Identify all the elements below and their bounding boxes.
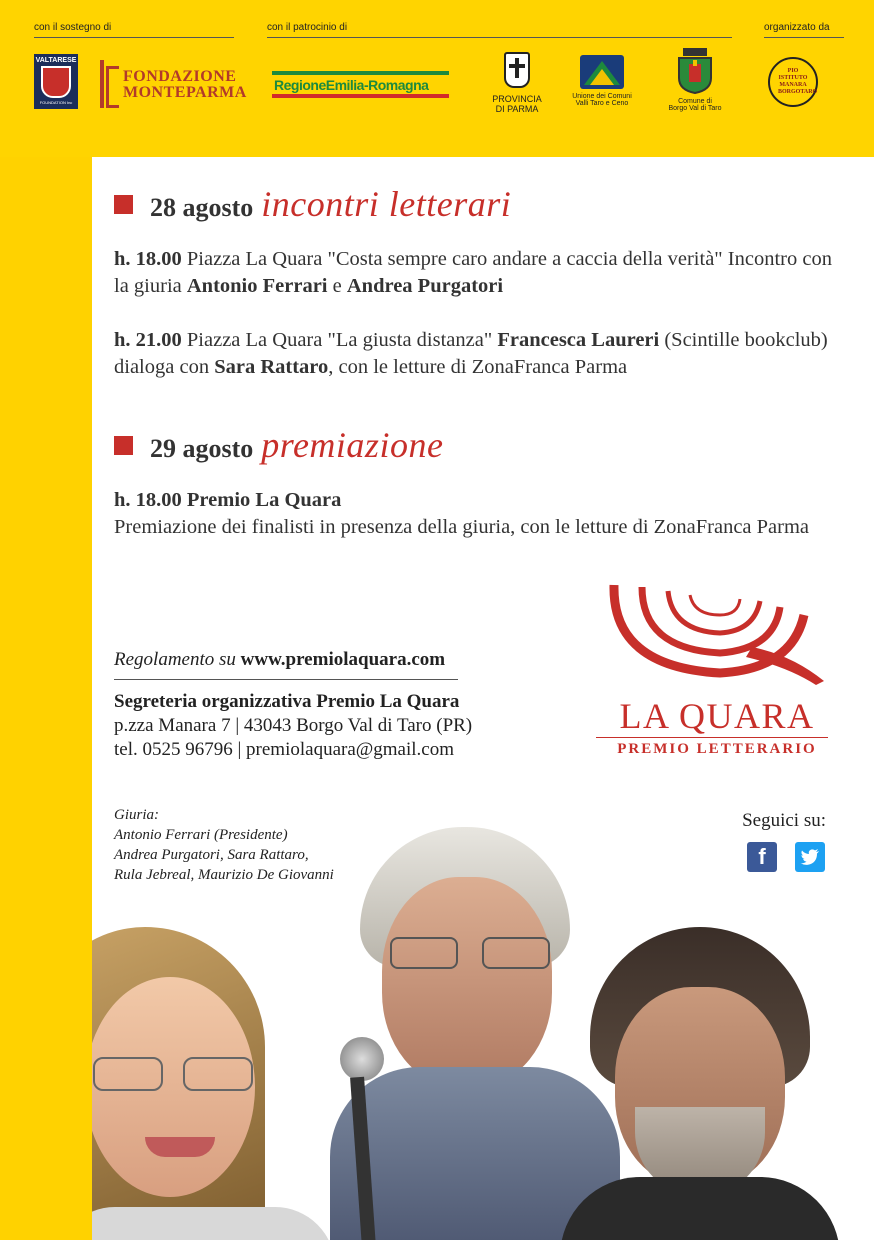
- la-quara-logo: [592, 577, 842, 767]
- comune-borgotaro-logo: [662, 48, 728, 120]
- event2-time: h. 21.00: [114, 329, 182, 351]
- unione-line1: Unione dei Comuni: [572, 93, 632, 100]
- jury-line3: Rula Jebreal, Maurizio De Giovanni: [114, 867, 334, 883]
- provincia-line1: PROVINCIA: [492, 94, 542, 104]
- rules-line: [114, 648, 445, 672]
- section1-title: incontri letterari: [261, 184, 512, 224]
- portrait-man-right-photo: [560, 927, 840, 1240]
- jury-label: Giuria:: [114, 807, 159, 823]
- organized-label: organizzato da: [764, 22, 830, 33]
- event1-name1: Antonio Ferrari: [186, 275, 328, 297]
- secretary-title: Segreteria organizzativa Premio La Quara: [114, 691, 460, 712]
- section1-event2: [114, 327, 844, 381]
- fondazione-line1: FONDAZIONE: [123, 68, 237, 85]
- event2-text-a: Piazza La Quara "La giusta distanza": [181, 329, 498, 351]
- unione-comuni-logo: [568, 55, 636, 117]
- event2-text-b: (Scintille bookclub) dialoga con: [114, 329, 828, 378]
- lens-icon: [183, 1057, 253, 1091]
- secretary-address: p.zza Manara 7 | 43043 Borgo Val di Taro (PR): [114, 715, 473, 736]
- main-content: [92, 157, 874, 1240]
- sponsor-bar: [0, 0, 874, 157]
- section2-event: [114, 487, 844, 541]
- face-shape: [382, 877, 552, 1087]
- provincia-parma-logo: [488, 52, 546, 120]
- mountain-icon: [580, 55, 624, 89]
- fondazione-line2: MONTEPARMA: [123, 84, 247, 101]
- regione-emilia-romagna-logo: [272, 71, 449, 98]
- comune-line1: Comune di: [678, 98, 712, 105]
- section2-event-text: Premiazione dei finalisti in presenza della giuria, con le letture di ZonaFranca Parma: [114, 516, 810, 538]
- section2-event-heading: h. 18.00 Premio La Quara: [114, 489, 342, 511]
- valtarese-logo-text: VALTARESE: [35, 57, 77, 64]
- pio-istituto-manara-logo: [768, 57, 818, 107]
- crest-cross-icon: [509, 64, 525, 68]
- shoulder-shape: [92, 1207, 335, 1240]
- bullet-square-icon: [114, 195, 133, 214]
- valtarese-shield-icon: [41, 66, 71, 98]
- la-quara-title: LA QUARA: [619, 696, 815, 736]
- section1-event1: [114, 246, 844, 300]
- valtarese-logo: [34, 54, 78, 109]
- event1-time: h. 18.00: [114, 248, 182, 270]
- section1-heading: [114, 183, 511, 225]
- event2-name2: Sara Rattaro: [214, 356, 329, 378]
- la-quara-subtitle: PREMIO LETTERARIO: [617, 741, 817, 757]
- portrait-woman-photo: [92, 907, 345, 1240]
- jacket-shape: [560, 1177, 840, 1240]
- comune-line2: Borgo Val di Taro: [668, 105, 722, 112]
- unione-line2: Valli Taro e Ceno: [575, 100, 629, 107]
- istituto-text: PIO ISTITUTO MANARA BORGOTARO: [778, 68, 818, 95]
- secretary-contact[interactable]: tel. 0525 96796 | premiolaquara@gmail.com: [114, 739, 454, 760]
- provincia-crest-icon: [504, 52, 530, 88]
- rules-divider: [114, 679, 458, 680]
- jury-line2: Andrea Purgatori, Sara Rattaro,: [114, 847, 309, 863]
- jury-line1: Antonio Ferrari (Presidente): [114, 827, 288, 843]
- divider: [34, 37, 234, 38]
- rules-label: Regolamento su: [114, 649, 236, 670]
- valtarese-logo-subtext: FOUNDATION Inc: [39, 100, 73, 105]
- mouth-shape: [145, 1137, 215, 1157]
- regione-bar-red-icon: [272, 94, 449, 98]
- event2-name1: Francesca Laureri: [497, 329, 660, 351]
- patronage-label: con il patrocinio di: [267, 22, 348, 33]
- bullet-square-icon: [114, 436, 133, 455]
- provincia-line2: DI PARMA: [495, 104, 539, 114]
- comune-crest-icon: [675, 48, 715, 94]
- secretary-block: [114, 690, 472, 762]
- lens-icon: [390, 937, 458, 969]
- fondazione-mark-icon: [106, 66, 119, 108]
- facebook-icon[interactable]: f: [747, 842, 777, 872]
- event1-name2: Andrea Purgatori: [346, 275, 504, 297]
- rules-url-link[interactable]: www.premiolaquara.com: [240, 649, 446, 670]
- fondazione-monteparma-logo: [100, 60, 247, 110]
- crest-cross-icon: [515, 58, 519, 78]
- lens-icon: [93, 1057, 163, 1091]
- lens-icon: [482, 937, 550, 969]
- section2-date: 29 agosto: [150, 434, 254, 463]
- divider: [764, 37, 844, 38]
- section2-title: premiazione: [261, 425, 444, 465]
- event1-text: Piazza La Quara "Costa sempre caro andare a caccia della verità" Incontro con la giuria: [114, 248, 832, 297]
- section2-heading: [114, 424, 443, 466]
- glasses-icon: [93, 1057, 253, 1089]
- social-label: Seguici su:: [742, 810, 826, 831]
- regione-bar-green-icon: [272, 71, 449, 75]
- regione-text: RegioneEmilia-Romagna: [274, 77, 429, 93]
- la-quara-emblem-icon: [602, 577, 832, 692]
- glasses-icon: [390, 937, 550, 967]
- section1-date: 28 agosto: [150, 193, 254, 222]
- microphone-icon: [340, 1037, 384, 1081]
- event1-and: e: [327, 275, 347, 297]
- divider: [267, 37, 732, 38]
- event2-text-c: , con le letture di ZonaFranca Parma: [328, 356, 628, 378]
- jury-photos: [92, 797, 874, 1240]
- fondazione-mark-icon: [100, 60, 104, 108]
- la-quara-rule: [596, 737, 828, 738]
- support-label: con il sostegno di: [34, 22, 112, 33]
